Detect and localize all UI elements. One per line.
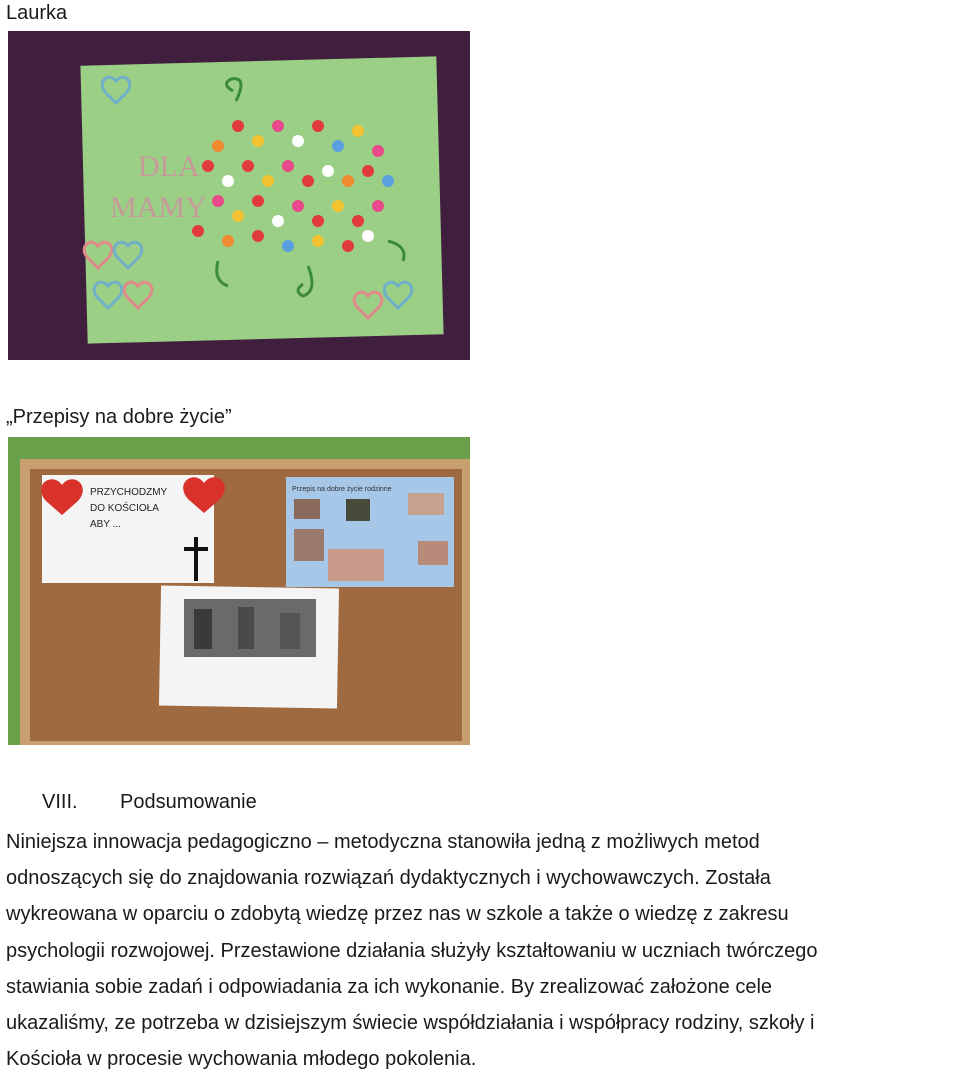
- card-illustration: [8, 31, 470, 360]
- note-church-line2: DO KOŚCIOŁA: [90, 503, 159, 514]
- corkboard-photo: [8, 437, 470, 745]
- paragraph-line: psychologii rozwojowej. Przestawione działania służyły kształtowaniu w uczniach twórczego: [6, 939, 818, 962]
- paragraph-line: wykreowana w oparciu o zdobytą wiedzę przez nas w szkole a także o wiedzę z zakresu: [6, 903, 789, 926]
- note-church-line1: PRZYCHODZMY: [90, 487, 168, 498]
- note-church-line3: ABY ...: [90, 519, 121, 530]
- paragraph-line: ukazaliśmy, ze potrzeba w dzisiejszym świecie współdziałania i współpracy rodziny, szkoły i: [6, 1012, 815, 1035]
- section-number: VIII.: [42, 791, 78, 813]
- note-recipe-title: Przepis na dobre życie rodzinne: [292, 486, 392, 493]
- summary-paragraph: [6, 824, 960, 1077]
- laurka-heading: Laurka: [6, 2, 68, 24]
- card-text-mamy: MAMY: [110, 191, 207, 224]
- paragraph-line: Niniejsza innowacja pedagogiczno – metodyczna stanowiła jedną z możliwych metod: [6, 831, 760, 853]
- przepisy-heading: „Przepisy na dobre życie”: [6, 406, 232, 428]
- paragraph-line: Kościoła w procesie wychowania młodego pokolenia.: [6, 1048, 477, 1071]
- card-photo: [8, 31, 470, 360]
- paragraph-line: stawiania sobie zadań i odpowiadania za ich wykonanie. By zrealizować założone cele: [6, 975, 773, 998]
- paragraph-line: odnoszących się do znajdowania rozwiązań dydaktycznych i wychowawczych. Została: [6, 867, 771, 890]
- corkboard-illustration: [8, 437, 470, 745]
- card-text-dla: DLA: [138, 150, 200, 183]
- section-title: Podsumowanie: [120, 791, 257, 813]
